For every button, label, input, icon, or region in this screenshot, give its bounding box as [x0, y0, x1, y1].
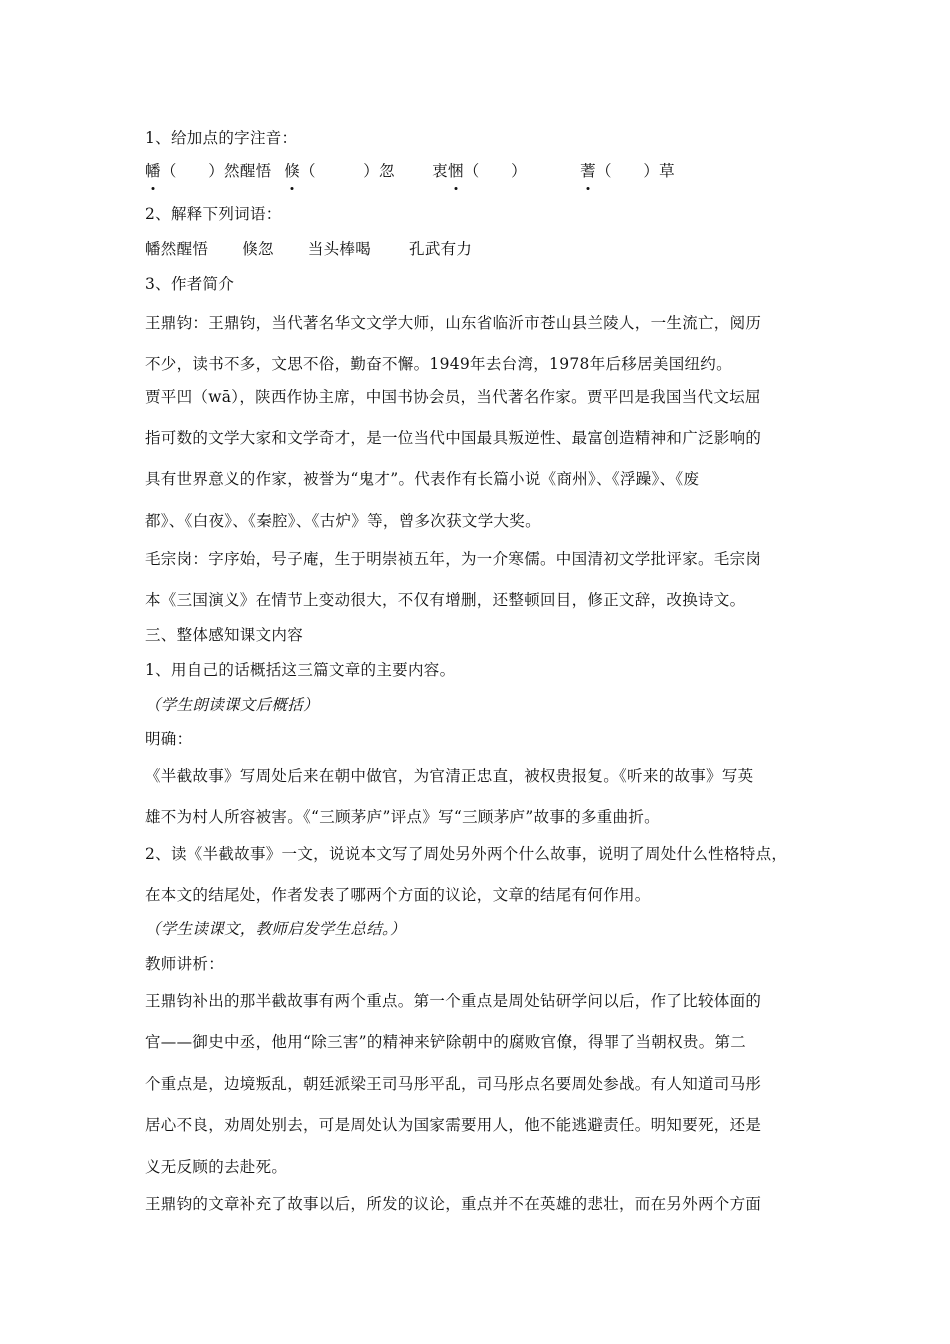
question-2-line: 在本文的结尾处，作者发表了哪两个方面的议论，文章的结尾有何作用。: [145, 886, 651, 904]
teacher-analysis-line: 王鼎钧补出的那半截故事有两个重点。第一个重点是周处钻研学问以后，作了比较体面的: [145, 992, 762, 1010]
jia-bio-line: 贾平凹（wā），陕西作协主席，中国书协会员，当代著名作家。贾平凹是我国当代文坛屈: [145, 388, 761, 406]
pronunciation-heading: 1、给加点的字注音：: [145, 129, 298, 147]
pron-item-3: 衷悃（ ）: [432, 162, 527, 180]
vocab-item: 倏忽: [242, 240, 274, 258]
jia-bio-line: 都》、《白夜》、《秦腔》、《古炉》等，曾多次获文学大奖。: [145, 512, 541, 530]
answer-label: 明确：: [145, 730, 193, 748]
teacher-analysis-label: 教师讲析：: [145, 955, 225, 973]
teacher-analysis-line: 个重点是，边境叛乱，朝廷派梁王司马彤平乱，司马彤点名要周处参战。有人知道司马彤: [145, 1075, 762, 1093]
question-1: 1、用自己的话概括这三篇文章的主要内容。: [145, 661, 456, 679]
question-2-note: （学生读课文，教师启发学生总结。）: [145, 920, 406, 938]
vocab-item: 幡然醒悟: [145, 240, 209, 258]
question-2-line: 2、读《半截故事》一文，说说本文写了周处另外两个什么故事，说明了周处什么性格特点，: [145, 845, 788, 863]
vocab-items: [145, 238, 815, 260]
mao-bio-line: 毛宗岗：字序始，号子庵，生于明崇祯五年，为一介寒儒。中国清初文学批评家。毛宗岗: [145, 550, 762, 568]
pron-item-1: 幡（ ）然醒悟: [145, 162, 272, 180]
answer-1-line: 雄不为村人所容被害。《“三顾茅庐”评点》写“三顾茅庐”故事的多重曲折。: [145, 808, 660, 826]
teacher-analysis-line: 居心不良，劝周处别去，可是周处认为国家需要用人，他不能逃避责任。明知要死，还是: [145, 1116, 762, 1134]
teacher-analysis-line: 王鼎钧的文章补充了故事以后，所发的议论，重点并不在英雄的悲壮，而在另外两个方面: [145, 1195, 762, 1213]
teacher-analysis-line: 义无反顾的去赴死。: [145, 1158, 288, 1176]
vocab-item: 孔武有力: [409, 240, 473, 258]
jia-bio-line: 具有世界意义的作家，被誉为“鬼才”。代表作有长篇小说《商州》、《浮躁》、《废: [145, 470, 700, 488]
wang-bio-line: 不少，读书不多，文思不俗，勤奋不懈。1949年去台湾，1978年后移居美国纽约。: [145, 355, 732, 373]
vocab-heading: 2、解释下列词语：: [145, 205, 282, 223]
answer-1-line: 《半截故事》写周处后来在朝中做官，为官清正忠直，被权贵报复。《听来的故事》写英: [145, 767, 754, 785]
question-1-note: （学生朗读课文后概括）: [145, 696, 319, 714]
section-three-heading: 三、整体感知课文内容: [145, 626, 304, 644]
wang-bio-line: 王鼎钧：王鼎钧，当代著名华文文学大师，山东省临沂市苍山县兰陵人，一生流亡，阅历: [145, 314, 762, 332]
vocab-item: 当头棒喝: [307, 240, 372, 258]
author-heading: 3、作者简介: [145, 275, 235, 293]
mao-bio-line: 本《三国演义》在情节上变动很大，不仅有增删，还整顿回目，修正文辞，改换诗文。: [145, 591, 746, 609]
pron-item-4: 蓍（ ）草: [580, 162, 675, 180]
pronunciation-items: [145, 160, 815, 182]
teacher-analysis-line: 官——御史中丞，他用“除三害”的精神来铲除朝中的腐败官僚，得罪了当朝权贵。第二: [145, 1033, 747, 1051]
jia-bio-line: 指可数的文学大家和文学奇才，是一位当代中国最具叛逆性、最富创造精神和广泛影响的: [145, 429, 762, 447]
pron-item-2: 倏（ ）忽: [284, 162, 395, 180]
